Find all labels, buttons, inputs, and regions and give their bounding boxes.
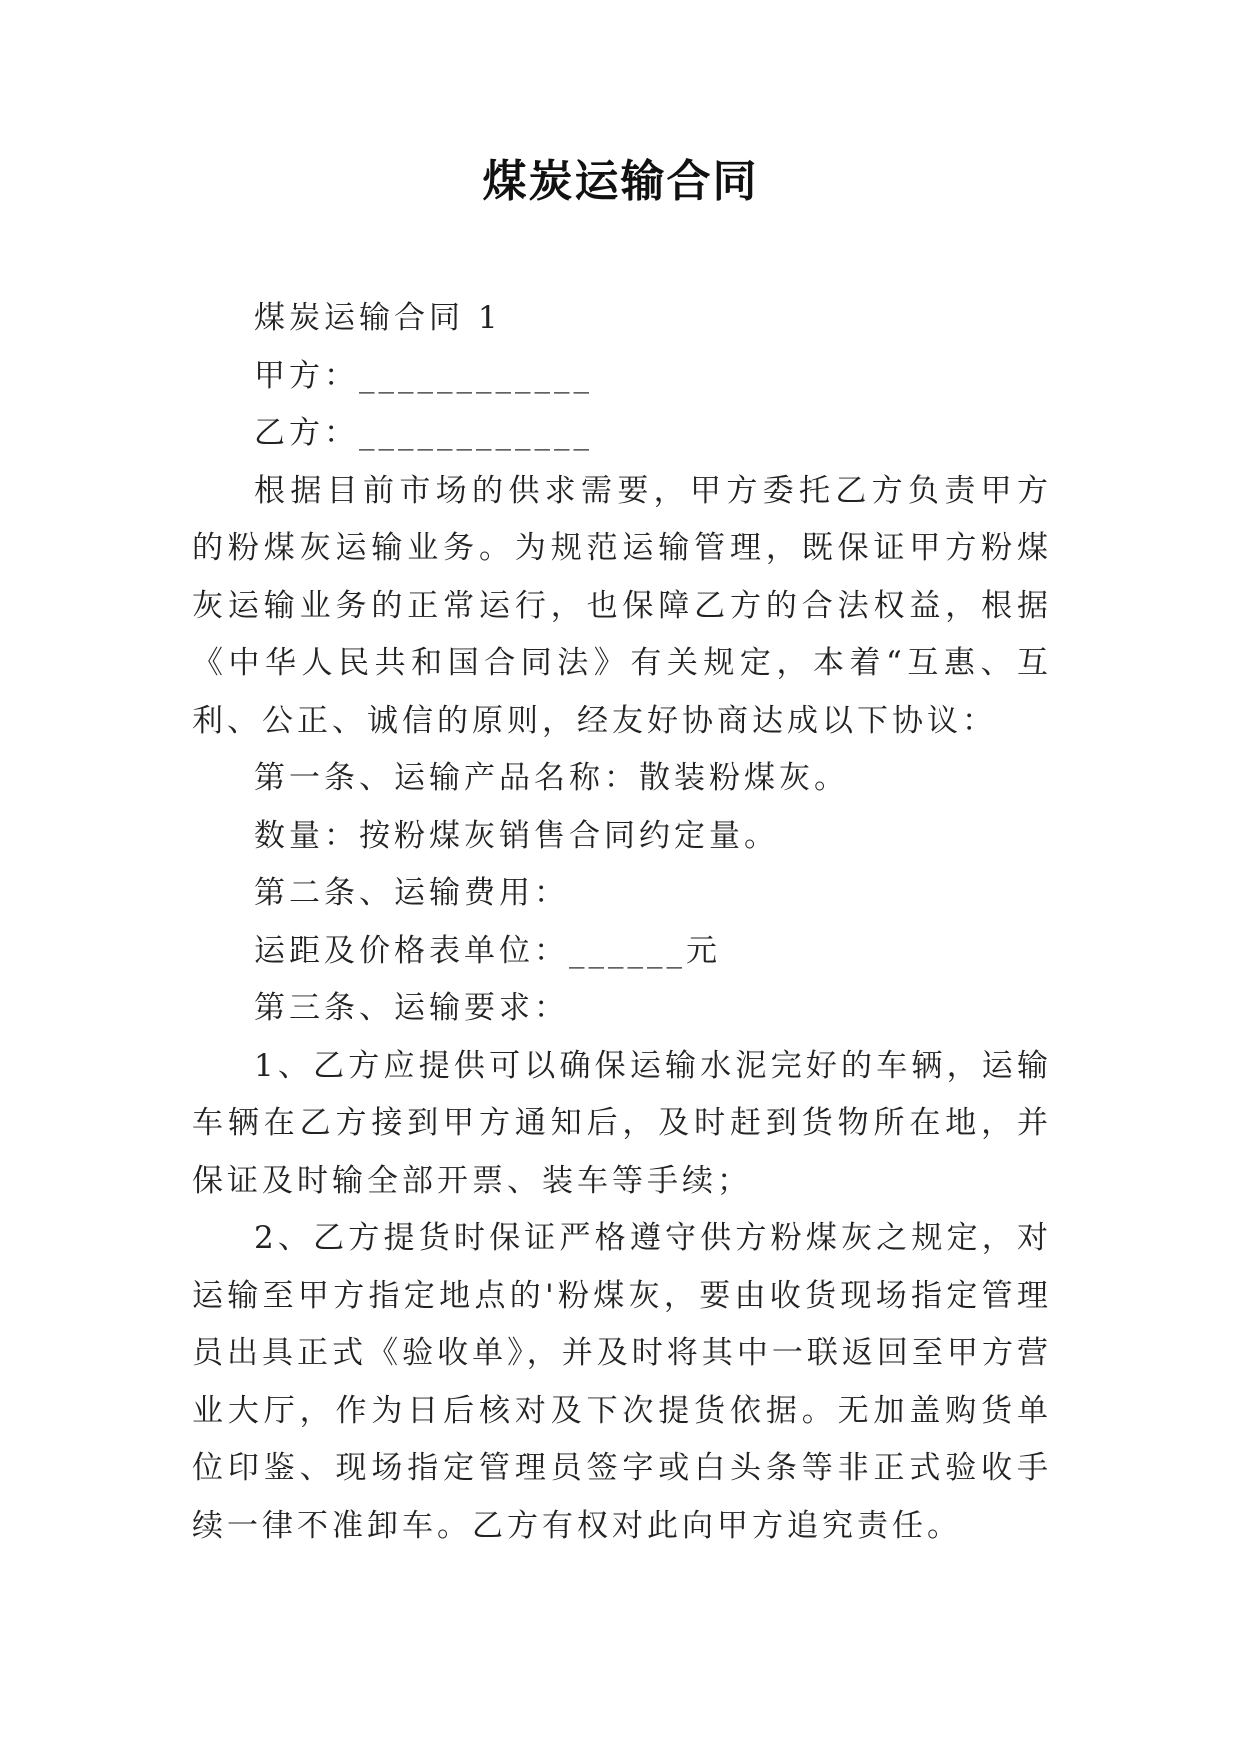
party-a-line: 甲方：____________: [254, 357, 593, 394]
price-table-line: 运距及价格表单位：______元: [254, 932, 721, 969]
document-body: [192, 290, 1052, 1555]
document-title: 煤炭运输合同: [482, 156, 759, 207]
article-2-heading: 第二条、运输费用：: [254, 875, 569, 911]
requirement-2-paragraph: 2、乙方提货时保证严格遵守供方粉煤灰之规定，对运输至甲方指定地点的'粉煤灰，要由收货现场指定管理员出具正式《验收单》，并及时将其中一联返回至甲方营业大厅，作为日后核对及下次提货依据。无加盖购货单位印鉴、现场指定管理员签字或白头条等非正式验收手续一律不准卸车。乙方有权对此向甲方追究责任。: [192, 1220, 1052, 1544]
article-3-heading: 第三条、运输要求：: [254, 990, 569, 1026]
article-1-heading: 第一条、运输产品名称：散装粉煤灰。: [254, 760, 849, 796]
quantity-line: 数量：按粉煤灰销售合同约定量。: [254, 817, 779, 854]
requirement-1-paragraph: 1、乙方应提供可以确保运输水泥完好的车辆，运输车辆在乙方接到甲方通知后，及时赶到货物所在地，并保证及时输全部开票、装车等手续；: [192, 1047, 1052, 1199]
party-b-line: 乙方：____________: [254, 415, 593, 451]
preamble-paragraph: 根据目前市场的供求需要，甲方委托乙方负责甲方的粉煤灰运输业务。为规范运输管理，既保证甲方粉煤灰运输业务的正常运行，也保障乙方的合法权益，根据《中华人民共和国合同法》有关规定，本着“互惠、互利、公正、诚信的原则，经友好协商达成以下协议：: [192, 472, 1052, 739]
contract-subtitle: 煤炭运输合同 1: [254, 300, 502, 336]
